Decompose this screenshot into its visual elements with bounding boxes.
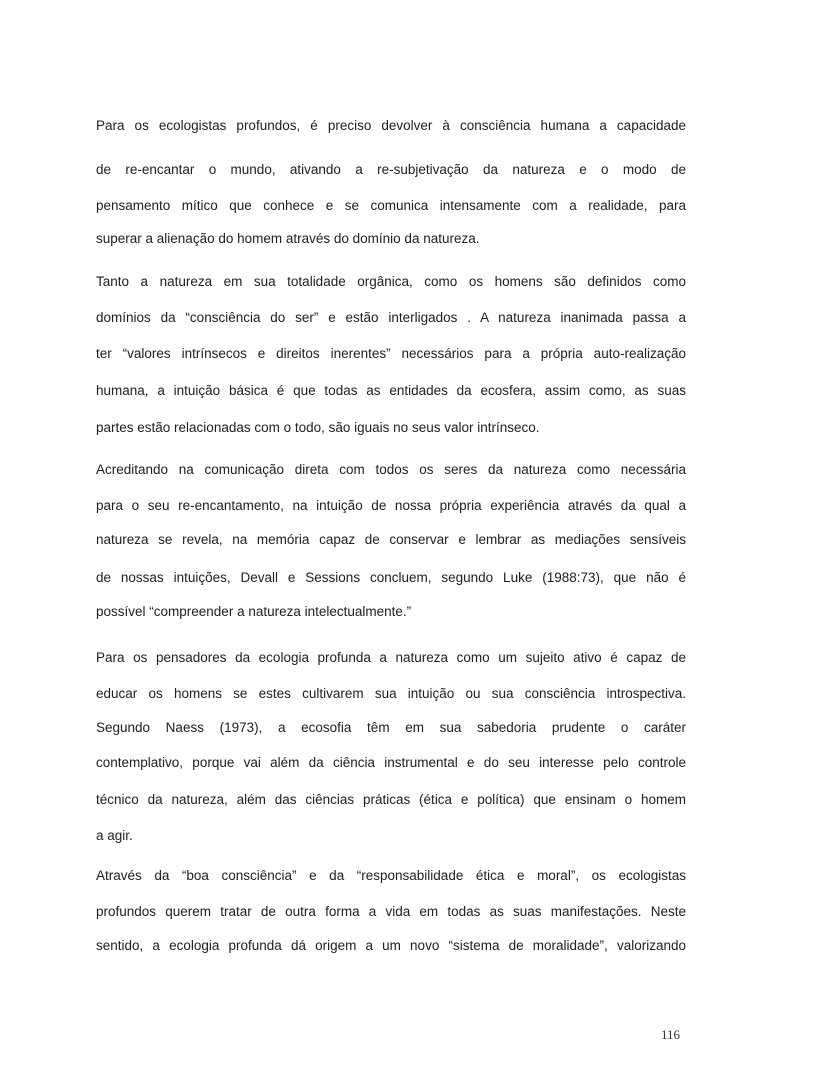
text-line: Para os pensadores da ecologia profunda a natureza como um sujeito ativo é capaz de — [96, 650, 686, 665]
text-line: sentido, a ecologia profunda dá origem a um novo “sistema de moralidade”, valorizando — [96, 938, 686, 953]
text-line: contemplativo, porque vai além da ciência instrumental e do seu interesse pelo controle — [96, 755, 686, 770]
text-line: de nossas intuições, Devall e Sessions concluem, segundo Luke (1988:73), que não é — [96, 570, 686, 585]
text-line: de re-encantar o mundo, ativando a re-subjetivação da natureza e o modo de — [96, 162, 686, 177]
text-line: educar os homens se estes cultivarem sua intuição ou sua consciência introspectiva. — [96, 686, 686, 701]
text-line: humana, a intuição básica é que todas as entidades da ecosfera, assim como, as suas — [96, 383, 686, 398]
page-number: 116 — [661, 1027, 681, 1042]
text-line: Para os ecologistas profundos, é preciso devolver à consciência humana a capacidade — [96, 118, 686, 133]
text-line: partes estão relacionadas com o todo, são iguais no seus valor intrínseco. — [96, 420, 540, 435]
text-line: Segundo Naess (1973), a ecosofia têm em sua sabedoria prudente o caráter — [96, 720, 686, 735]
text-line: natureza se revela, na memória capaz de conservar e lembrar as mediações sensíveis — [96, 532, 686, 547]
text-line: profundos querem tratar de outra forma a vida em todas as suas manifestações. Neste — [96, 904, 686, 919]
text-line: Tanto a natureza em sua totalidade orgânica, como os homens são definidos como — [96, 274, 686, 289]
text-line: domínios da “consciência do ser” e estão interligados . A natureza inanimada passa a — [96, 310, 686, 325]
text-line: a agir. — [96, 828, 133, 843]
text-line: para o seu re-encantamento, na intuição de nossa própria experiência através da qual a — [96, 498, 686, 513]
text-line: superar a alienação do homem através do domínio da natureza. — [96, 231, 480, 246]
text-line: possível “compreender a natureza intelectualmente.” — [96, 604, 412, 619]
text-line: pensamento mítico que conhece e se comunica intensamente com a realidade, para — [96, 198, 686, 213]
text-line: ter “valores intrínsecos e direitos inerentes” necessários para a própria auto-realização — [96, 346, 686, 361]
text-line: técnico da natureza, além das ciências práticas (ética e política) que ensinam o homem — [96, 792, 686, 807]
text-line: Através da “boa consciência” e da “responsabilidade ética e moral”, os ecologistas — [96, 868, 686, 883]
text-line: Acreditando na comunicação direta com todos os seres da natureza como necessária — [96, 462, 686, 477]
